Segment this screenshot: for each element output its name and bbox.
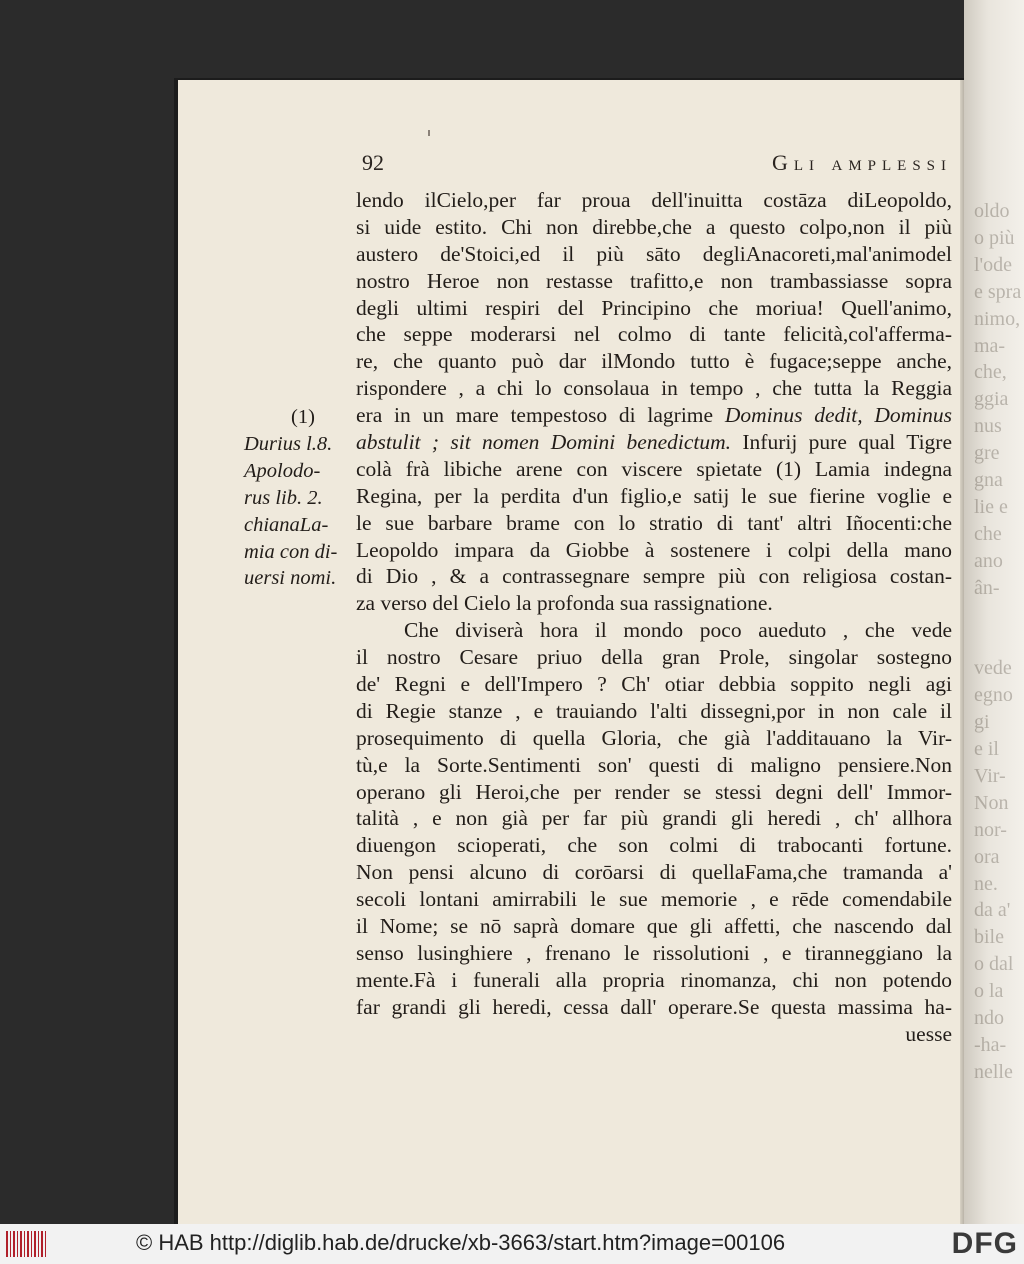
text-line: austero de'Stoici,ed il più sāto degliAnacoreti,mal'animodel — [356, 241, 952, 266]
text-line: degli ultimi respiri del Principino che moriua! Quell'animo, — [356, 295, 952, 320]
adjacent-page-text: o dal — [974, 953, 1014, 976]
adjacent-page-text: ndo — [974, 1007, 1004, 1029]
page-fold — [960, 80, 964, 1224]
adjacent-page-text: nor- — [974, 818, 1007, 841]
text-line: si uide estito. Chi non direbbe,che a questo colpo,non il più — [356, 214, 952, 239]
text-line: di Regie stanze , e trauiando l'alti dissegni,por in non cale il — [356, 698, 952, 723]
marginal-note-line: rus lib. 2. — [244, 486, 323, 509]
text-line: talità , e non già per far più grandi gli heredi , ch' allhora — [356, 806, 952, 831]
text-line: uesse — [905, 1021, 952, 1046]
text-line: de' Regni e dell'Impero ? Ch' otiar debbia soppito negli agi — [356, 672, 952, 697]
barcode-icon — [6, 1231, 46, 1257]
latin-quote: abstulit ; sit nomen Domini benedictum. — [356, 430, 732, 455]
body-text — [356, 187, 952, 1048]
adjacent-page-text: l'ode — [974, 253, 1013, 276]
text-line: tù,e la Sorte.Sentimenti son' questi di maligno pensiere.Non — [356, 752, 952, 777]
adjacent-page-text: o la — [974, 980, 1004, 1003]
text-line: nostro Heroe non restasse trafitto,e non trambassiasse sopra — [356, 268, 952, 293]
text-line: il Nome; se nō saprà domare que gli affetti, che nascendo dal — [356, 914, 952, 939]
marginal-note-line: chianaLa- — [244, 513, 329, 536]
marginal-note-line: Apolodo- — [244, 459, 321, 482]
adjacent-page-text: ne. — [974, 872, 998, 895]
adjacent-page-text: che, — [974, 361, 1007, 384]
dfg-logo: DFG — [951, 1227, 1018, 1260]
adjacent-page-text: nelle — [974, 1060, 1013, 1083]
adjacent-page-text: lie e — [974, 495, 1008, 518]
adjacent-page-text: Non — [974, 791, 1009, 814]
page-number: 92 — [362, 150, 384, 175]
adjacent-page-text: che — [974, 522, 1002, 545]
text-line: secoli lontani amirrabili le sue memorie , e rēde comendabile — [356, 887, 952, 912]
marginal-note-line: Durius l.8. — [244, 432, 333, 455]
page-speck — [428, 130, 430, 136]
adjacent-page-text: Vir- — [974, 764, 1006, 787]
marginal-note-marker: (1) — [291, 406, 315, 428]
text-line: mente.Fà i funerali alla propria rinomanza, chi non potendo — [356, 967, 952, 992]
adjacent-page-text: ân- — [974, 576, 1000, 599]
adjacent-page-text: egno — [974, 684, 1013, 707]
adjacent-page-text: nus — [974, 415, 1002, 438]
adjacent-page-text: da a' — [974, 899, 1011, 922]
adjacent-page-text: e spra — [974, 280, 1022, 303]
text-line: re, che quanto può dar ilMondo tutto è fugace;seppe anche, — [356, 349, 952, 374]
text-line: lendo ilCielo,per far proua dell'inuitta costāza diLeopoldo, — [356, 188, 952, 212]
adjacent-page-text: bile — [974, 926, 1004, 949]
footer-bar — [0, 1224, 1024, 1264]
text-line: operano gli Heroi,che per render se stessi degni dell' Immor- — [356, 779, 952, 804]
marginal-note — [244, 404, 352, 592]
adjacent-page-text: gi — [974, 711, 990, 734]
text-line: diuengon scioperati, che son colmi di trabocanti fortune. — [356, 833, 952, 858]
text-line: prosequimento di quella Gloria, che già l'additauano la Vir- — [356, 725, 952, 750]
text-line: rispondere , a chi lo consolaua in tempo , che tutta la Reggia — [356, 376, 952, 401]
permalink-url[interactable]: © HAB http://diglib.hab.de/drucke/xb-3663/start.htm?image=00106 — [136, 1230, 786, 1255]
text-line: Leopoldo impara da Giobbe à sostenere i colpi della mano — [356, 537, 952, 562]
adjacent-page-text: e il — [974, 738, 999, 760]
adjacent-page-text: gre — [974, 442, 1000, 465]
adjacent-page-text: ggia — [974, 388, 1009, 411]
text-line: Non pensi alcuno di corōarsi di quellaFama,che tramanda a' — [356, 860, 952, 885]
adjacent-page-text: oldo — [974, 200, 1010, 222]
text-line: Che diviserà hora il mondo poco aueduto , che vede — [404, 618, 952, 643]
adjacent-page-text: vede — [974, 657, 1012, 680]
text-line: senso lusinghiere , frenano le rissolutioni , e tiranneggiano la — [356, 940, 952, 965]
adjacent-page-text: -ha- — [974, 1033, 1007, 1056]
marginal-note-line: uersi nomi. — [244, 567, 337, 590]
text-line: le sue barbare brame con lo stratio di tant' altri Iñocenti:che — [356, 510, 952, 535]
latin-quote: Dominus dedit, Dominus — [724, 403, 952, 428]
running-title: Gli amplessi — [771, 150, 952, 175]
adjacent-page-text: ma- — [974, 334, 1006, 357]
text-line: abstulit ; sit nomen Domini benedictum. Infurij pure qual Tigre — [356, 430, 953, 455]
marginal-note-line: mia con di- — [244, 540, 338, 563]
text-line: Regina, per la perdita d'un figlio,e satij le sue fierine voglie e — [356, 483, 952, 508]
text-line: che seppe moderarsi nel colmo di tante felicità,col'afferma- — [356, 322, 952, 347]
text-line: colà frà libiche arene con viscere spietate (1) Lamia indegna — [356, 456, 952, 481]
text-line: far grandi gli heredi, cessa dall' operare.Se questa massima ha- — [356, 994, 952, 1019]
adjacent-page-text: nimo, — [974, 307, 1021, 330]
text-line: za verso del Cielo la profonda sua rassignatione. — [356, 591, 773, 616]
text-line: era in un mare tempestoso di lagrime Dominus dedit, Dominus — [356, 403, 952, 428]
adjacent-page-text: o più — [974, 226, 1015, 249]
adjacent-page-text: gna — [974, 469, 1003, 491]
running-head — [362, 150, 952, 180]
text-line: di Dio , & a contrassegnare sempre più con religiosa costan- — [356, 564, 952, 589]
adjacent-page-text: ano — [974, 549, 1003, 572]
adjacent-page-text: ora — [974, 845, 1000, 868]
text-line: il nostro Cesare priuo della gran Prole, singolar sostegno — [356, 645, 952, 670]
adjacent-page-edge — [964, 0, 1024, 1224]
